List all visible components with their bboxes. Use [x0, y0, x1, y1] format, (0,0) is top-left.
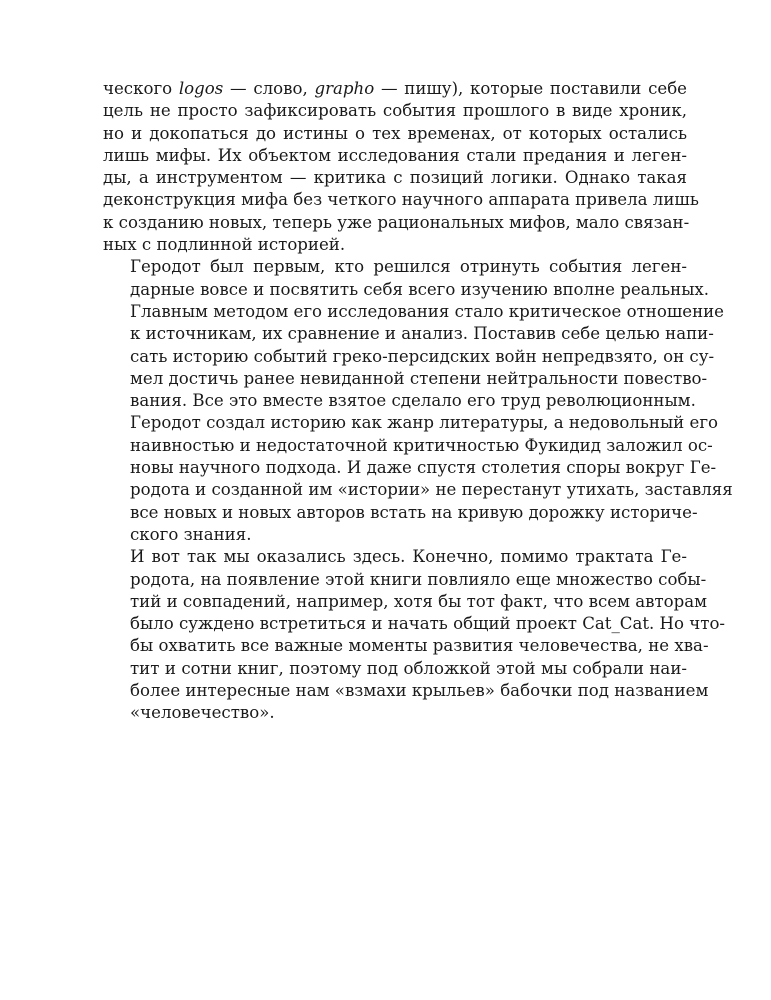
- text-line: [103, 635, 709, 657]
- text-run: ды, а инструментом — критика с позиций логики. Однако такая: [103, 168, 687, 188]
- text-run: Главным методом его исследования стало критическое отношение: [130, 301, 725, 321]
- text-run: к созданию новых, теперь уже рациональных мифов, мало связан-: [103, 212, 690, 232]
- text-run: новы научного подхода. И даже спустя столетия споры вокруг Ге-: [130, 458, 717, 478]
- text-line: [103, 702, 687, 724]
- page-body: [103, 78, 733, 725]
- text-run: сать историю событий греко-персидских войн непредвзято, он су-: [130, 346, 715, 366]
- text-line: [103, 479, 733, 501]
- text-run: — пишу), которые поставили себе: [374, 79, 687, 98]
- text-line: [103, 189, 699, 211]
- text-run: родота и созданной им «истории» не перестанут утихать, заставляя: [130, 480, 733, 500]
- text-run: цель не просто зафиксировать события прошлого в виде хроник,: [103, 101, 687, 121]
- text-run: все новых и новых авторов встать на кривую дорожку историче-: [130, 502, 698, 522]
- text-run: — слово,: [223, 79, 315, 98]
- text-run: ского знания.: [130, 524, 252, 544]
- text-run: И вот так мы оказались здесь. Конечно, помимо трактата Ге-: [130, 547, 687, 567]
- text-line: [103, 301, 725, 323]
- text-run: но и докопаться до истины о тех временах, от которых остались: [103, 123, 687, 143]
- text-line: [103, 435, 713, 457]
- paragraph: [103, 256, 733, 546]
- text-run: деконструкция мифа без четкого научного аппарата привела лишь: [103, 190, 699, 210]
- text-line: [103, 524, 687, 546]
- paragraph: [103, 546, 726, 724]
- text-line: [103, 78, 687, 100]
- text-line: [103, 680, 709, 702]
- text-run: вания. Все это вместе взятое сделало его труд революционным.: [130, 391, 696, 411]
- text-line: [103, 234, 687, 256]
- text-line: [103, 390, 696, 412]
- text-run: родота, на появление этой книги повлияло еще множество собы-: [130, 569, 707, 589]
- text-run: Геродот создал историю как жанр литературы, а недовольный его: [130, 413, 719, 433]
- text-line: [103, 100, 687, 122]
- text-run: наивностью и недостаточной критичностью Фукидид заложил ос-: [130, 435, 713, 455]
- text-line: [103, 123, 687, 145]
- text-line: [103, 412, 719, 434]
- text-run: тит и сотни книг, поэтому под обложкой этой мы собрали наи-: [130, 658, 687, 678]
- text-run: тий и совпадений, например, хотя бы тот факт, что всем авторам: [130, 591, 708, 611]
- text-line: [103, 457, 717, 479]
- text-line: [103, 502, 698, 524]
- text-line: [103, 323, 714, 345]
- text-line: [103, 613, 726, 635]
- text-line: [103, 546, 687, 568]
- text-run: лишь мифы. Их объектом исследования стали предания и леген-: [103, 145, 687, 165]
- italic-term: logos: [178, 79, 224, 98]
- paragraph: [103, 78, 699, 256]
- text-line: [103, 279, 710, 301]
- text-line: [103, 368, 708, 390]
- text-line: [103, 256, 687, 278]
- text-run: бы охватить все важные моменты развития человечества, не хва-: [130, 636, 709, 656]
- text-run: «человечество».: [130, 703, 275, 723]
- text-run: ческого: [103, 79, 179, 98]
- text-line: [103, 569, 707, 591]
- text-run: более интересные нам «взмахи крыльев» бабочки под названием: [130, 681, 709, 701]
- text-run: к источникам, их сравнение и анализ. Поставив себе целью напи-: [130, 324, 714, 344]
- text-line: [103, 346, 715, 368]
- text-run: Геродот был первым, кто решился отринуть события леген-: [130, 257, 687, 277]
- text-line: [103, 167, 687, 189]
- text-line: [103, 591, 708, 613]
- text-run: ных с подлинной историей.: [103, 235, 346, 255]
- text-line: [103, 658, 687, 680]
- italic-term: grapho: [314, 79, 375, 98]
- text-run: мел достичь ранее невиданной степени нейтральности повество-: [130, 368, 708, 388]
- text-run: дарные вовсе и посвятить себя всего изучению вполне реальных.: [130, 279, 710, 299]
- text-line: [103, 212, 690, 234]
- text-line: [103, 145, 687, 167]
- text-run: было суждено встретиться и начать общий проект Cat_Cat. Но что-: [130, 614, 726, 634]
